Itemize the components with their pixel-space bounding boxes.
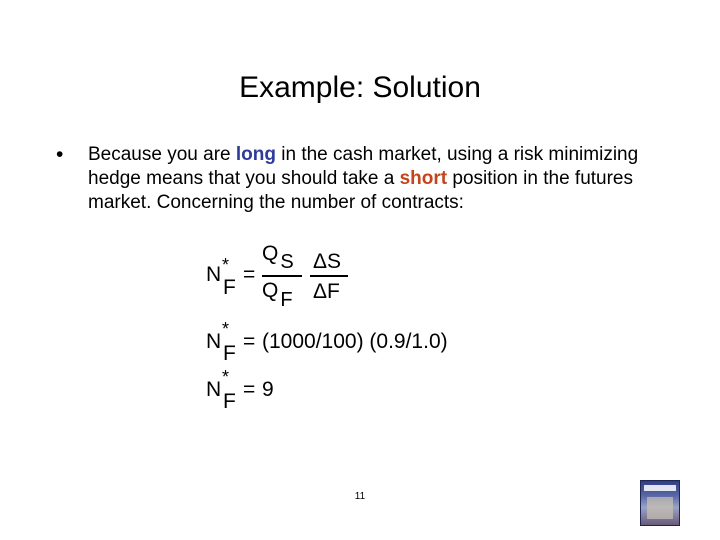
fraction-qs-qf [262, 242, 302, 312]
eq3-lhs-N: N [206, 378, 222, 401]
eq3-rhs: 9 [262, 378, 274, 401]
equation-2 [206, 318, 506, 365]
fraction-ds-df [310, 242, 348, 312]
eq1-lhs-N: N [206, 263, 222, 286]
fraction-bar [262, 275, 302, 277]
fraction-bar [310, 275, 348, 277]
book-cover-thumbnail [640, 480, 680, 526]
bullet-text [88, 143, 678, 215]
eq2-lhs-N: N [206, 330, 222, 353]
highlight-long: long [235, 144, 276, 165]
frac1-den-Q: Q [262, 279, 279, 302]
eq2-lhs-sub: F [223, 342, 236, 365]
highlight-short: short [399, 168, 448, 189]
equation-3 [206, 366, 326, 413]
book-cover-picture [647, 497, 673, 519]
eq1-equals: = [243, 263, 256, 286]
eq1-lhs-star: * [222, 255, 230, 275]
frac1-den-sub: F [280, 289, 293, 311]
bullet-marker: • [56, 143, 64, 166]
bullet-text-part2: in the cash market, using a risk minimizing hedge means that you should take a [88, 144, 639, 189]
eq3-lhs-sub: F [223, 390, 236, 413]
bullet-text-part1: Because you are [88, 144, 236, 165]
slide-title: Example: Solution [239, 71, 481, 104]
equation-1 [206, 242, 366, 312]
frac1-num-Q: Q [262, 242, 279, 265]
eq1-lhs-sub: F [223, 276, 236, 299]
page-number: 11 [354, 491, 366, 502]
bullet-text-part3: position in the futures market. Concerning the number of contracts: [88, 168, 633, 213]
frac2-den: ΔF [313, 280, 340, 303]
eq3-lhs-star: * [222, 367, 230, 387]
eq2-rhs: (1000/100) (0.9/1.0) [262, 330, 448, 353]
frac1-num-sub: S [280, 251, 294, 273]
frac2-num: ΔS [313, 250, 342, 273]
book-cover-band [644, 485, 676, 491]
eq2-lhs-star: * [222, 319, 230, 339]
eq2-equals: = [243, 330, 256, 353]
eq3-equals: = [243, 378, 256, 401]
